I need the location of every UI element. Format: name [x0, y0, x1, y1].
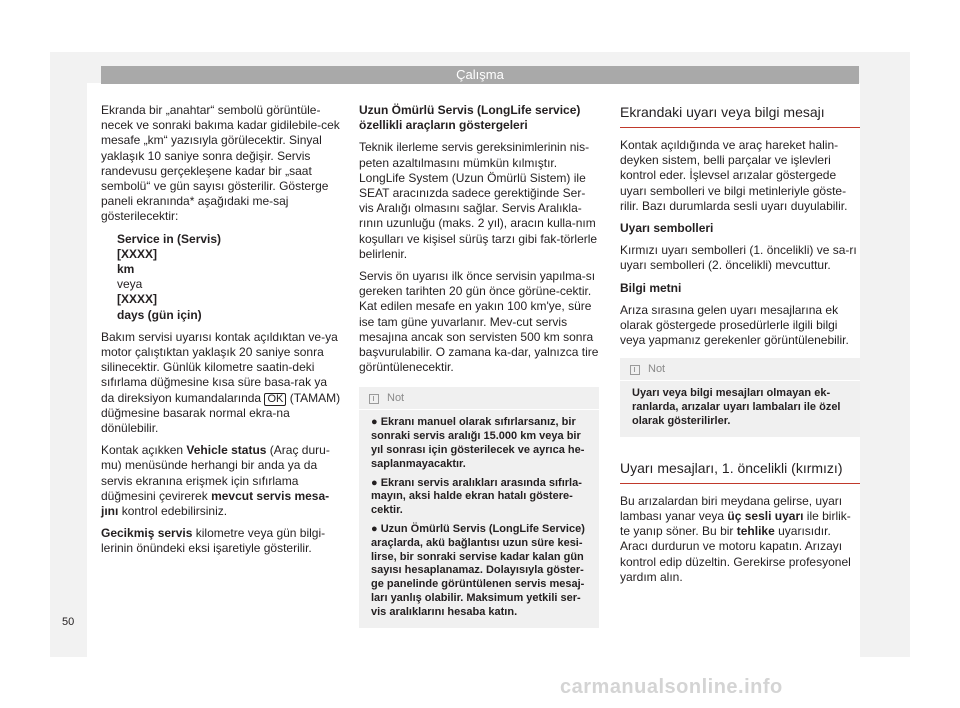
info-icon — [630, 365, 640, 375]
column-3 — [620, 103, 860, 592]
text: kontrol edebilirsiniz. — [121, 504, 228, 519]
text: uyarısıdır. Aracı durdurun ve motoru kapatın. Arızayı kontrol edip düzeltin. Gerekirse profesyonel yardım alın. — [620, 524, 851, 584]
paragraph — [620, 494, 860, 585]
paragraph: Ekranda bir „anahtar“ sembolü görüntüle-necek ve sonraki bakıma kadar gidilebile-cek mesafe „km“ yazısıyla görülecektir. Sinyal yaklaşık 10 saniye sonra değişir. Servis randevusu gerçekleşene kadar bir „saat sembolü“ ve gün sayısı gösterilir. Gösterge paneli ekranında* aşağıdaki me-saj gösterilecektir: — [101, 103, 340, 224]
display-message-list — [117, 232, 341, 323]
subheading: Bilgi metni — [620, 280, 682, 295]
note-label: Not — [648, 363, 666, 376]
note-item: ● Ekranı manuel olarak sıfırlarsanız, bir sonraki servis aralığı 15.000 km veya bir yıl sonrası için gösterilecek ve ayrıca he-saplanmayacaktır. — [371, 416, 585, 470]
text: kilometre veya gün bilgi-lerinin önündeki eksi işaretiyle gösterilir. — [101, 526, 326, 556]
paragraph: Servis ön uyarısı ilk önce servisin yapılma-sı gereken tarihten 20 gün önce görüne-cektir. Kat edilen mesafe en yakın 100 km'ye, süre ise tam güne yuvarlanır. Mev-cut servis mesajına ancak son servisten 500 km sonra başvurulabilir. O zamana ka-dar, yalnızca tire görüntülenecektir. — [359, 269, 599, 375]
note-box — [359, 387, 599, 627]
paragraph: Arıza sırasına gelen uyarı mesajlarına ek olarak göstergede prosedürlerle ilgili bilgi veya yapmanız gerekenler görüntülenebilir. — [620, 302, 849, 348]
subheading: Uzun Ömürlü Servis (LongLife service) özellikli araçların göstergeleri — [359, 103, 581, 133]
page-number: 50 — [62, 616, 75, 628]
list-line: [XXXX] — [117, 246, 158, 261]
note-body: Uyarı veya bilgi mesajları olmayan ek-ranlarda, arızalar uyarı lambaları ile özel olarak gösterilirler. — [632, 387, 841, 428]
emphasis: tehlike — [736, 524, 775, 539]
note-header — [359, 387, 599, 410]
paragraph — [101, 526, 341, 556]
note-header — [620, 358, 860, 381]
section-heading: Uyarı mesajları, 1. öncelikli (kırmızı) — [620, 459, 860, 484]
section-heading: Ekrandaki uyarı veya bilgi mesajı — [620, 103, 860, 128]
note-label: Not — [387, 392, 405, 405]
paragraph: Kontak açıldığında ve araç hareket halin-deyken sistem, belli parçalar ve işlevleri kontrol eder. İşlevsel arızalar göstergede uyarı sembolleri ve bilgi metinleriyle göste-rilir. Bazı durumlarda sesli uyarı duyulabilir. — [620, 138, 848, 213]
list-line: days (gün için) — [117, 307, 202, 322]
text: (TAMAM) düğmesine basarak normal ekra-na dönülebilir. — [101, 390, 341, 436]
column-2 — [359, 103, 599, 628]
list-line: [XXXX] — [117, 292, 158, 307]
paragraph: Kırmızı uyarı sembolleri (1. öncelikli) ve sa-rı uyarı sembolleri (2. öncelikli) mevcuttur. — [620, 243, 857, 273]
note-text: Uzun Ömürlü Servis (LongLife Service) araçlarda, akü bağlantısı uzun süre kesi-lirse, bir sonraki servise kadar kalan gün sayısı hesaplanamaz. Dolayısıyla göster-ge panelinde görüntülenen servis mesaj-ları yanlış olabilir. Maksimum yetkili ser-vis aralıklarını hesaba katın. — [371, 523, 585, 618]
list-line: km — [117, 262, 135, 277]
list-line: veya — [117, 277, 143, 292]
text: ile birlik-te yanıp söner. Bu bir — [620, 509, 851, 539]
emphasis: mevcut servis mesa-jını — [101, 488, 330, 519]
paragraph: Teknik ilerleme servis gereksinimlerinin nis-peten azaltılmasını mümkün kılmıştır. LongLife System (Uzun Ömürlü Sistem) ile SEAT aracınızda sadece gerektiğinde Ser-vis Aralığı olmasını sağlar. Servis Aralıkla-rının uzunluğu (maks. 2 yıl), aracın kulla-nım koşulları ve kişisel sürüş tarzı gibi fak-törlerle belirlenir. — [359, 140, 598, 261]
emphasis: üç sesli uyarı — [727, 509, 804, 524]
list-line: Service in (Servis) — [117, 231, 222, 246]
note-item: ● Ekranı servis aralıkları arasında sıfırla-mayın, aksi halde ekran hatalı göstere-cektir. — [371, 476, 582, 517]
emphasis: Gecikmiş servis — [101, 526, 193, 541]
section-header: Çalışma — [101, 66, 859, 84]
subheading: Uyarı sembolleri — [620, 221, 714, 236]
note-body — [359, 410, 599, 627]
note-box — [620, 358, 860, 436]
watermark: carmanualsonline.info — [560, 676, 783, 698]
text: Bakım servisi uyarısı kontak açıldıktan ve-ya motor çalıştıktan yaklaşık 20 saniye sonra silinecektir. Günlük kilometre saatin-deki sıfırlama düğmesine kısa süre basa-rak ya da direksiyon kumandalarında — [101, 329, 338, 405]
note-text: Ekranı servis aralıkları arasında sıfırla-mayın, aksi halde ekran hatalı göstere-cektir. — [371, 476, 582, 517]
paragraph — [101, 443, 341, 519]
text: (Araç duru-mu) menüsünde herhangi bir anda ya da servis ekranına erişmek için sıfırlama düğmesini çevirerek — [101, 443, 330, 503]
paragraph — [101, 330, 341, 436]
text: Bu arızalardan biri meydana gelirse, uyarı lambası yanar veya — [620, 493, 843, 524]
text: Kontak açıkken — [101, 443, 184, 458]
column-1 — [101, 103, 341, 564]
note-text: Ekranı manuel olarak sıfırlarsanız, bir sonraki servis aralığı 15.000 km veya bir yıl sonrası için gösterilecek ve ayrıca he-saplanmayacaktır. — [371, 416, 585, 470]
info-icon — [369, 394, 379, 404]
menu-name: Vehicle status — [186, 443, 267, 458]
note-item: ● Uzun Ömürlü Servis (LongLife Service) araçlarda, akü bağlantısı uzun süre kesi-lirse, bir sonraki servise kadar kalan gün sayısı hesaplanamaz. Dolayısıyla göster-ge panelinde görüntülenen servis mesaj-ları yanlış olabilir. Maksimum yetkili ser-vis aralıklarını hesaba katın. — [371, 523, 585, 618]
ok-button-symbol: OK — [264, 393, 286, 406]
